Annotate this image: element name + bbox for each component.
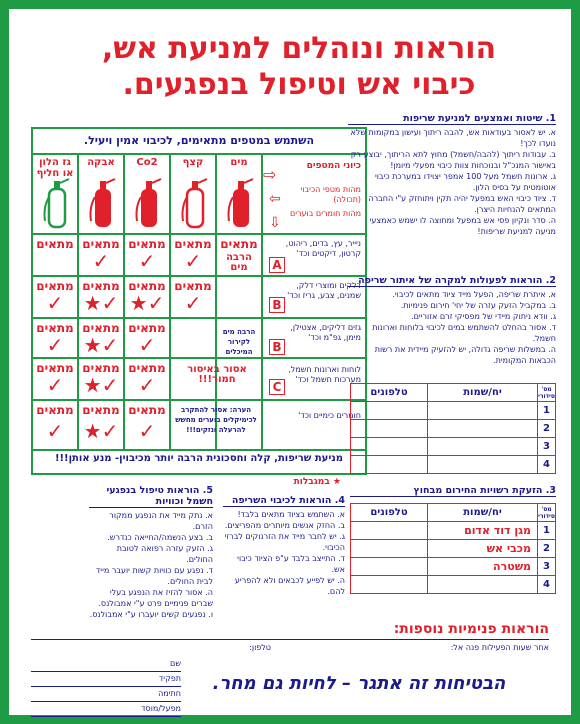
section5-item: ה. אסור להזיז את הנפגע בעלי שברים פנימיים פרט ע"י אמבולנס. [98,588,213,608]
row-a-label: ניייר, עץ, בדים, ריהוט, קרטון, דיקטים וכד' [285,239,361,258]
table-row: 2 מכבי אש [351,540,556,558]
foam-extinguisher-icon [179,177,209,229]
class-badge-b: B [269,339,285,355]
water-note-c: אסור באיסור חמור!!! [187,364,247,385]
arrow-right-icon: ⇨ [263,165,277,184]
grid-line [33,233,365,235]
section4-item: א. השתמש בציוד מתאים בלבד! [237,510,345,519]
internal-phones-table [350,383,556,474]
check-icon: ✓ [138,333,156,357]
grid-line [33,449,365,451]
ok-label: מתאים [36,361,74,375]
section2-item: ב. במקביל הזעק עזרה של יחי' חירום פנימיות. [400,301,556,310]
col-header-num: מס' סידורי [538,385,555,400]
section4-item: ג. יש לחבר מייד את הזרנוקים לברזי הכיבוי. [224,532,345,552]
section2 [348,275,556,375]
grid-line [33,399,365,401]
ok-label: מתאים [82,237,120,251]
check-icon: ✓ [184,249,202,273]
phone-label: טלפון: [249,643,271,652]
col-header-co2: Co2 [136,157,158,168]
water-extinguisher-icon [225,177,255,229]
check-icon: ✓★ [129,291,165,315]
side-label-content: מהות מטפי הכיבוי (תכולה) [300,185,361,204]
check-icon: ✓ [46,373,64,397]
section4-item: ד. התייצב בלבד ע"פ הציוד כיבוי אש. [237,554,345,574]
row-b1-label: דלקים ומוצרי דלק, שמנים, צבע, גריז וכד' [287,281,361,300]
grid-line [261,155,263,451]
col-header-powder: אבקה [87,157,115,168]
section1-item: ב. עבודות ריתוך (להבה/חשמל) מחוץ לתא הריתוך, יבוצע רק באישור המנכ"ל ובנוכחות צוות כיבוי מפעלי מיומן! [350,150,556,170]
table-row: 1 [351,402,556,420]
field-plant[interactable]: מפעל/מוסד [31,702,181,717]
col-header-halon: גז הלון או חליף [36,157,74,179]
check-icon: ✓ [46,291,64,315]
side-label-burning: מהות חומרים בוערים [289,209,361,218]
section3-title: 3. הזעקת רשויות החירום מבחוץ [350,485,556,497]
row-c-label: לוחות וארונות חשמל, מערכות חשמל וכד' [288,365,361,384]
section4 [223,495,345,597]
ok-label: מתאים [82,403,120,417]
section1 [348,113,556,249]
section2-item: ה. במשלות שריפה גדולה, יש להזעיק מיידית את רשות הכבאות המקומית. [374,345,556,365]
class-badge-c: C [269,379,285,395]
check-icon: ✓ [138,249,156,273]
section4-item: ה. יש לפייע לכבאים ולא להפריע להם. [234,576,345,596]
section4-badge: ★ במגבלות [293,477,341,487]
section2-title: 2. הוראות לפעולות למקרה של איתור שריפה [348,275,556,287]
extinguisher-table-header: השתמש במטפים מתאימים, לכיבוי אמין ויעיל. [33,129,365,155]
col-header-name: יח/שמות [428,504,538,522]
table-row: 4 [351,456,556,474]
co2-extinguisher-icon [133,177,163,229]
section5-item: ב. בצע הנשמה/החייאה כנדרש. [107,533,213,542]
check-icon: ✓ [46,419,64,443]
section1-item: ה. סדר ונקיון פסי אש במפעל ומחוצה לו ישמש כאמצעי מניעה למניעת שריפות! [369,216,556,236]
water-note-b: הרבה מים לקירור המיכלים [222,328,256,356]
poster-title-line1: הוראות ונוהלים למניעת אש, [101,31,497,66]
powder-extinguisher-icon [87,177,117,229]
section1-item: ד. ציוד כיבוי האש במפעל יהיה תקין ויתוחזק ע"י החברה המתאים להנחיות היצרן. [368,194,556,214]
ok-label: מתאים [36,403,74,417]
prevention-slogan: מניעת שריפות, קלה וחסכונית הרבה יותר מכיבוין- מנע אותן!!! [54,453,344,464]
ok-label: מתאים [174,279,212,293]
section5-item: ד. נפגע עם כוויות קשות יועבר מייד לבית החולים. [95,566,213,586]
ok-label: מתאים [128,279,166,293]
responsible-label: אחר שעות הפעילות פנה אל: [450,643,549,652]
section1-item: ג. ארונות חשמל מעל 100 אמפר יצוידו במערכת כיבוי אוטומטית על בסיס הלון. [374,172,556,192]
ok-label: מתאים [36,237,74,251]
check-icon: ✓ [184,291,202,315]
side-label-directions: כיוני המטפים [306,161,361,171]
emergency-phones-table [350,503,556,594]
halon-extinguisher-icon [41,177,71,229]
grid-line [33,317,365,319]
ok-label: מתאים [128,321,166,335]
class-badge-a: A [269,257,285,273]
extinguisher-table [31,127,367,475]
ok-label: מתאים [128,403,166,417]
section4-title: 4. הוראות לכיבוי השריפה [223,495,345,507]
section5-item: א. נתק מייד את הנפגע ממקור הזרם. [109,511,213,531]
col-header-foam: קצף [182,157,204,168]
check-icon: ✓ [138,419,156,443]
internal-instructions-title: הוראות פנימיות נוספות: [393,621,549,637]
chem-note: הערה: אסור להתקרב לכימיקלים בוערים מחשש להרעלה ונזקים!!! [175,406,257,434]
col-header-name: יח/שמות [428,384,538,402]
col-header-water: מים [230,157,248,168]
field-role[interactable]: תפקיד [31,672,181,687]
section2-item: ד. אסור בהחלט להשתמש במים לכיבוי בלוחות וארונות חשמל. [372,323,556,343]
col-header-phone: טלפונים [351,504,428,522]
ok-label: מתאים [128,361,166,375]
ok-label: מתאים [36,321,74,335]
grid-line [33,275,365,277]
field-signature[interactable]: חתימה [31,687,181,702]
section5-item: ו. נפגעים קשים יועברו ע"י אמבולנס. [89,610,213,619]
poster-title-line2: כיבוי אש וטיפול בנפגעים. [122,67,476,102]
check-icon: ✓★ [83,419,119,443]
ok-label: מתאים [82,321,120,335]
table-row: 3 [351,438,556,456]
arrow-down-icon: ⇩ [269,215,281,231]
col-header-num: מס' סידורי [538,505,555,520]
table-row: 3 משטרה [351,558,556,576]
table-row: 4 [351,576,556,594]
section1-item: א. יש לאסור בעודאות אש, להבה ריתוך ועישון במקומות שלא נועדו לכך! [350,128,556,148]
ok-label: מתאים [220,237,258,251]
section5 [89,485,213,620]
ok-label: מתאים [82,361,120,375]
section2-item: א. איתרת שריפה, הפעל מייד ציוד מתאים לכיבוי. [392,290,556,299]
arrow-left-icon: ⇦ [269,191,281,207]
check-icon: ✓ [46,333,64,357]
row-chem-label: חומרים כימיים וכד' [298,411,361,420]
ok-label: מתאים [128,237,166,251]
safety-slogan: הבטיחות זה אתגר – לחיות גם מחר. [212,673,506,694]
table-row: 2 [351,420,556,438]
class-badge-b: B [269,297,285,313]
ok-label: מתאים [174,237,212,251]
water-note-a: הרבה מים [226,252,252,273]
section5-item: ג. הזעק עזרה רפואה לטובת החולים. [116,544,213,564]
check-icon: ✓★ [83,291,119,315]
col-header-phone: טלפונים [351,384,428,402]
section5-title: 5. הוראות טיפול בנפגעי חשמל וכוויות [89,485,213,508]
ok-label: מתאים [36,279,74,293]
divider [31,639,549,640]
ok-label: מתאים [82,279,120,293]
table-row: 1 מגן דוד אדום [351,522,556,540]
grid-line [33,357,365,359]
section4-item: ב. החזק אנשים מיותרים מהפריצים. [224,521,345,530]
section2-item: ג. וודא ניתוק מיידי של מפסיקי זרם אזוריים. [411,312,556,321]
check-icon: ✓ [92,249,110,273]
check-icon: ✓★ [83,333,119,357]
row-b2-label: גזים דליקים, אצטילן, מימן, גפ"מ וכד' [290,323,361,342]
field-name[interactable]: שם [31,657,181,672]
section1-title: 1. שיטות ואמצעים למניעת שריפות [348,113,556,125]
sign-fields [31,657,181,717]
check-icon: ✓ [138,373,156,397]
check-icon: ✓★ [83,373,119,397]
